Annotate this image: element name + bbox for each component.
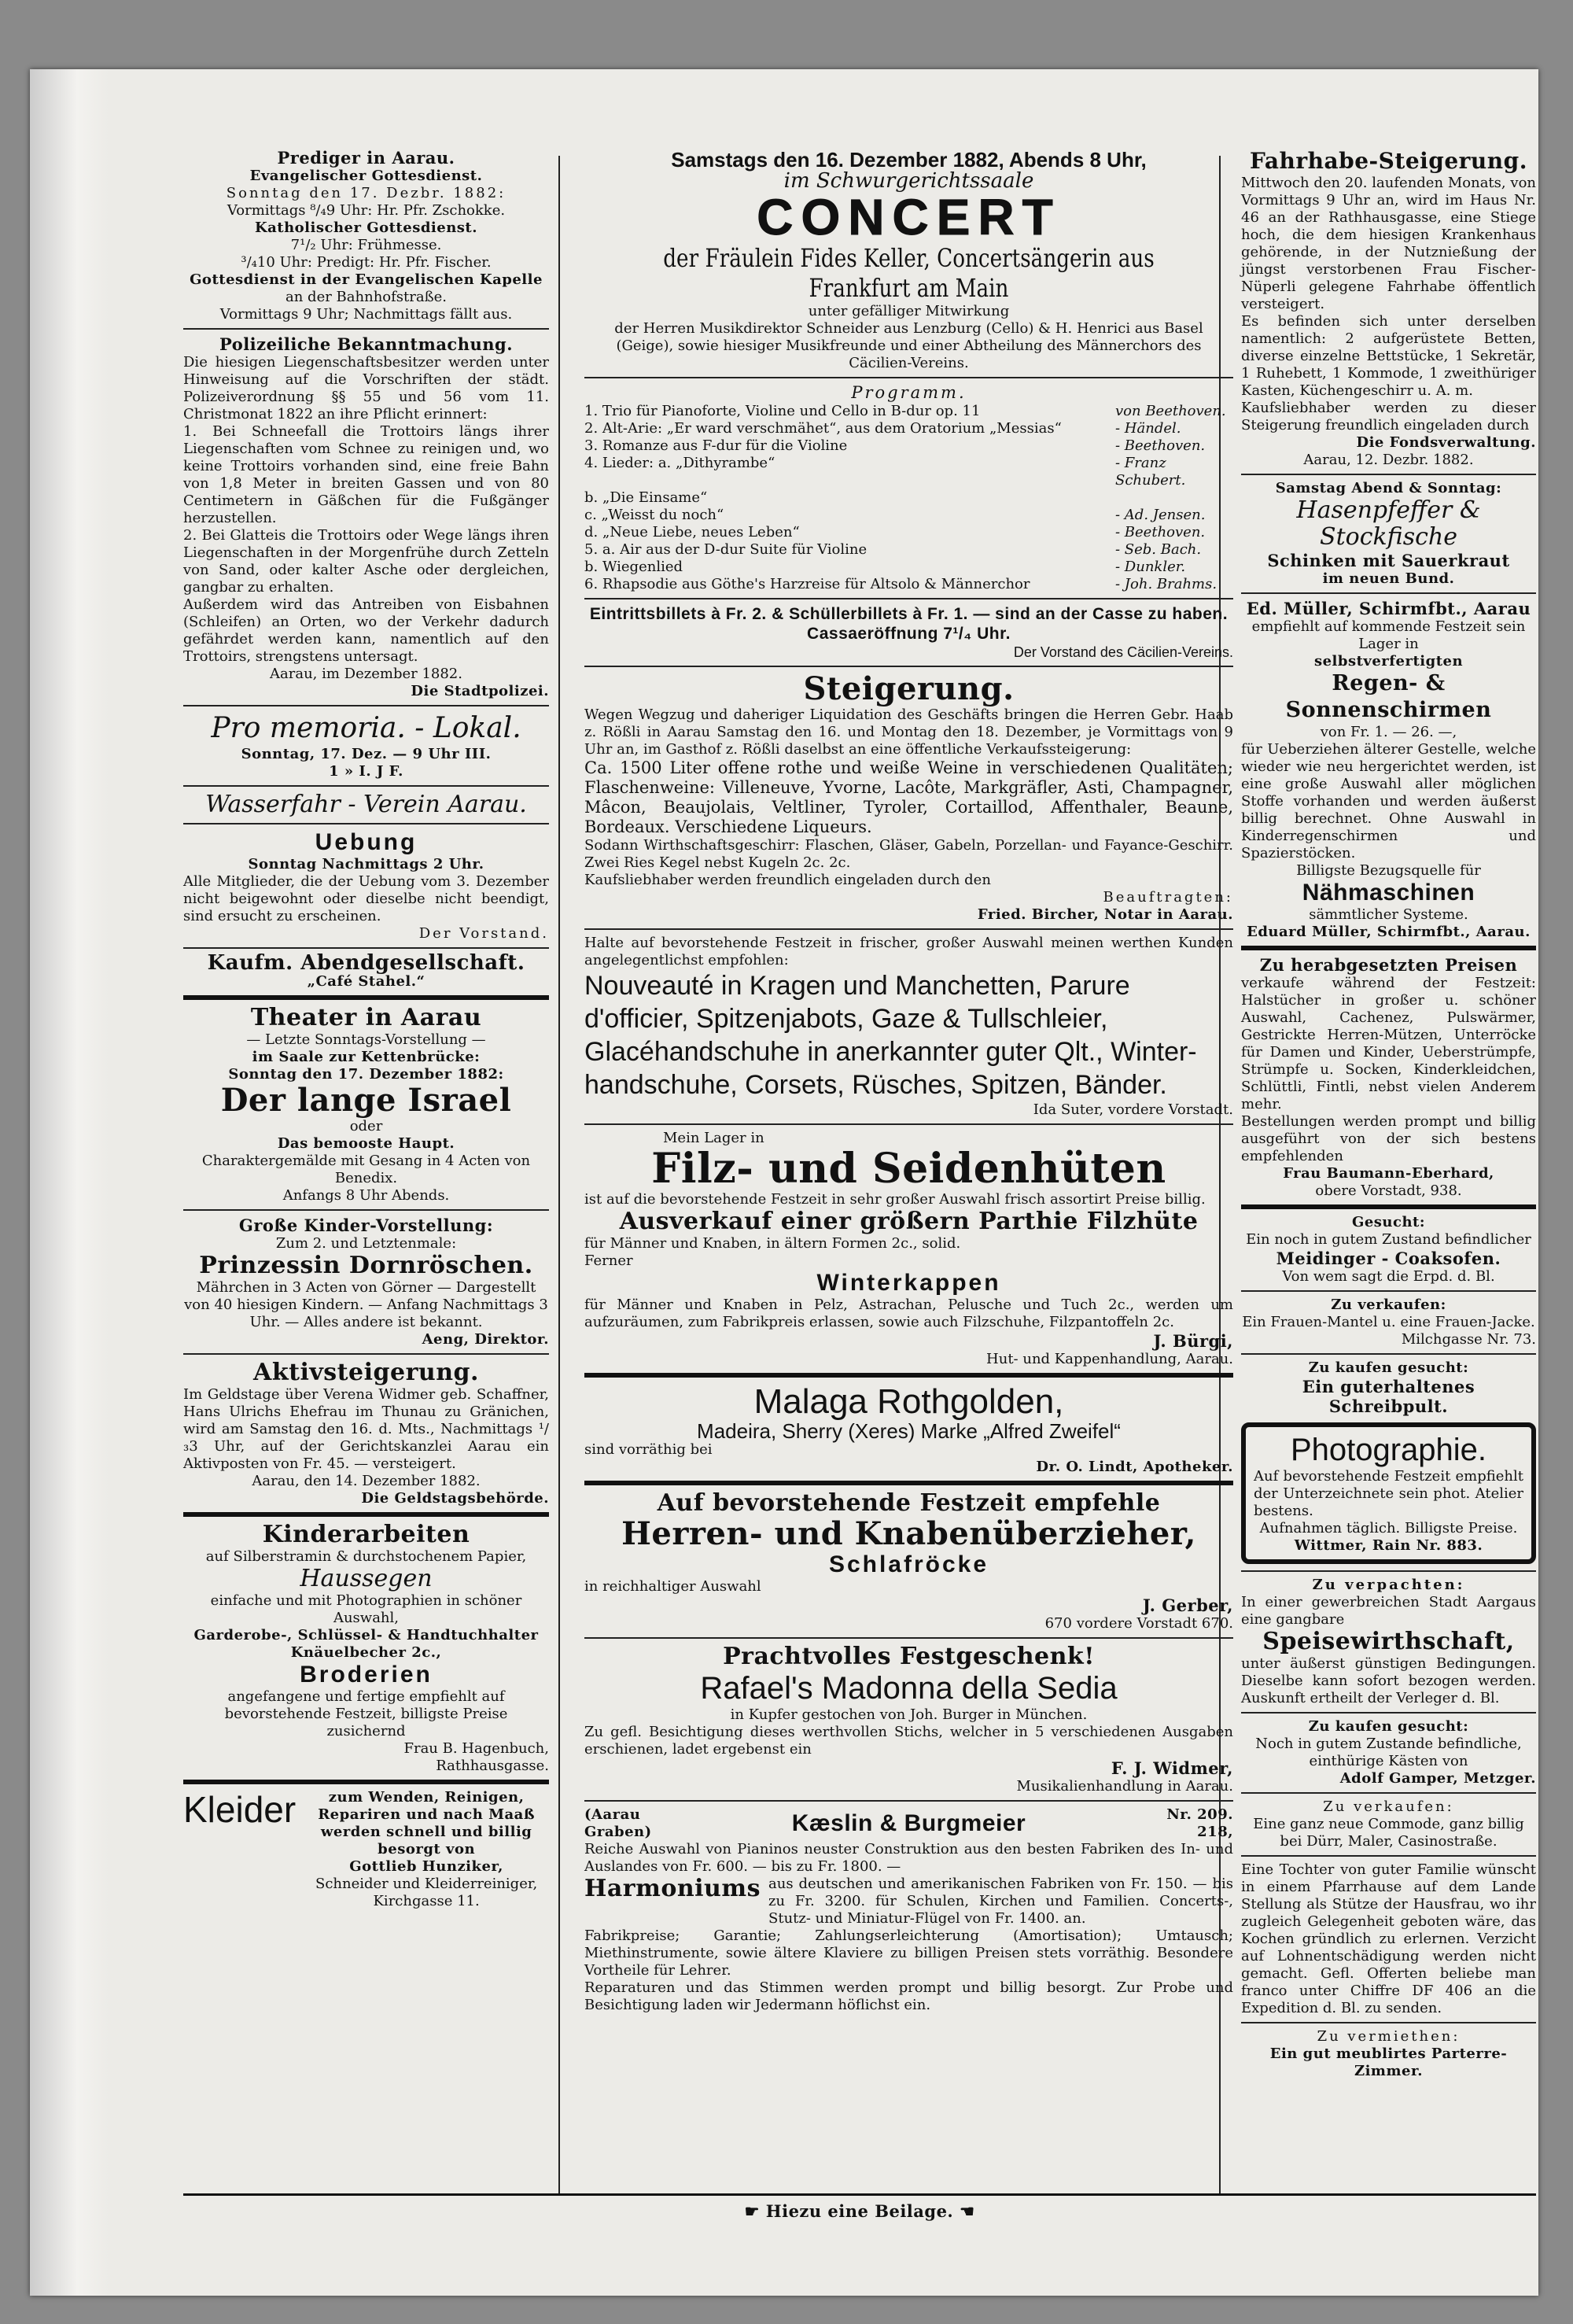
divider — [584, 1800, 1233, 1802]
divider — [183, 705, 549, 706]
programm-item-title: 4. Lieder: a. „Dithyrambe“ — [584, 455, 775, 471]
kaeslin-header — [584, 1806, 1233, 1841]
concert-tickets: Eintrittsbillets à Fr. 2. & Schüllerbillets à Fr. 1. — sind an der Casse zu haben. Cassaeröffnung 7¹/₄ Uhr. — [589, 605, 1229, 643]
widmer-text: in Kupfer gestochen von Joh. Burger in München. — [730, 1706, 1088, 1723]
kaeslin-text-3: Fabrikpreise; Garantie; Zahlungserleichterung (Amortisation); Umtausch; Miethinstrumente, sowie ältere Klaviere zu billigen Preisen stets vorräthig. Besondere Vortheile für Lehrer. — [584, 1927, 1233, 1979]
kinder-play: Prinzessin Dornröschen. — [199, 1252, 533, 1279]
kaeslin-text-2: aus deutschen und amerikanischen Fabriken von Fr. 150. — bis zu Fr. 3200. für Schulen, Kirchen und Familien. Concerts-, Stutz- und Miniatur-Flügel von Fr. 1400. an. — [768, 1876, 1233, 1927]
kinder-signature: Aeng, Direktor. — [422, 1331, 549, 1348]
polizei-text: Die hiesigen Liegenschaftsbesitzer werden unter Hinweisung auf die Vorschriften der städt. Polizeiverordnung §§ 55 und 56 vom 11. Christmonat 1822 an ihre Pflicht erinnert: — [183, 354, 549, 422]
fahrhabe-signature: Die Fondsverwaltung. — [1356, 434, 1536, 451]
concert-sub: der Fräulein Fides Keller, Concertsängerin aus Frankfurt am Main — [663, 243, 1155, 303]
malaga-sub: Madeira, Sherry (Xeres) Marke „Alfred Zweifel“ — [697, 1419, 1121, 1443]
kaeslin-number: Nr. 209. 218, — [1166, 1806, 1233, 1840]
kinder-title: Große Kinder-Vorstellung: — [238, 1215, 494, 1235]
kaufm-title: Kaufm. Abendgesellschaft. — [207, 951, 525, 975]
aktiv-date: Aarau, den 14. Dezember 1882. — [252, 1473, 481, 1489]
fahrhabe-date: Aarau, 12. Dezbr. 1882. — [1303, 452, 1474, 468]
evang-date: Sonntag den 17. Dezbr. 1882: — [226, 185, 507, 201]
naehmaschinen: Nähmaschinen — [1302, 880, 1475, 906]
naehmaschinen-signature: Eduard Müller, Schirmfbt., Aarau. — [1247, 924, 1531, 940]
promemoria-title: Pro memoria. - Lokal. — [211, 712, 521, 744]
fahrhabe-text: Mittwoch den 20. laufenden Monats, von Vormittags 9 Uhr an, wird im Haus Nr. 46 an der Rathhausgasse, eine Stiege hoch, die dem hiesigen Krankenhaus gehörende, in der Nutznießung der jüngst verstorbenen Frau Fischer-Nüperli gelegene Fahrhabe öffentlich versteigert. — [1241, 175, 1536, 312]
theater-line2: im Saale zur Kettenbrücke: — [252, 1049, 481, 1065]
aktiv-title: Aktivsteigerung. — [253, 1359, 479, 1386]
garderobe: Garderobe-, Schlüssel- & Handtuchhalter — [193, 1627, 539, 1643]
concert-mitwirkung: unter gefälliger Mitwirkung — [808, 303, 1010, 319]
gerber-signature: J. Gerber, — [1142, 1595, 1233, 1615]
divider-thick — [584, 1373, 1233, 1378]
divider — [584, 1123, 1233, 1125]
tochter-text: Eine Tochter von guter Familie wünscht in einem Pfarrhause auf dem Lande Stellung als Stütze der Hausfrau, wo ihr zugleich Gelegenheit geboten wäre, das Kochen gründlich zu erlernen. Verzicht auf Lohnentschädigung werden nicht gemacht. Gefl. Offerten beliebe man franco unter Chiffre DF 406 an die Expedition d. Bl. zu senden. — [1241, 1861, 1536, 2016]
divider — [183, 1353, 549, 1355]
left-column — [183, 148, 549, 1910]
gesucht-title: Gesucht: — [1351, 1214, 1426, 1230]
kaeslin-harmonium-row — [584, 1876, 1233, 1927]
verpachten-item: Speisewirthschaft, — [1262, 1628, 1515, 1655]
divider — [183, 785, 549, 787]
mueller-line2: Regen- & Sonnenschirmen — [1285, 671, 1492, 722]
buergi-ferner: Ferner — [584, 1252, 633, 1269]
evang-time: Vormittags ⁸/₄9 Uhr: Hr. Pfr. Zschokke. — [227, 202, 506, 219]
suter-line3: Glacéhandschuhe in anerkannter guter Qlt., Winter- — [584, 1037, 1197, 1067]
gesucht-signature: Von wem sagt die Erpd. d. Bl. — [1282, 1268, 1495, 1285]
gerber-line2: Herren- und Knabenüberzieher, — [621, 1515, 1196, 1552]
theater-play: Der lange Israel — [220, 1082, 512, 1119]
fahrhabe-text-3: Kaufsliebhaber werden zu dieser Steigerung freundlich eingeladen durch — [1241, 400, 1536, 433]
programm-item-composer: - Franz Schubert. — [1115, 455, 1186, 489]
programm-title: Programm. — [851, 383, 967, 402]
kaeslin-text: Reiche Auswahl von Pianinos neuster Construktion aus den besten Fabriken des In- und Auslandes von Fr. 600. — bis zu Fr. 1800. — — [584, 1841, 1233, 1875]
uebung-signature: Der Vorstand. — [418, 925, 549, 942]
kaeslin-harmoniums: Harmoniums — [584, 1875, 761, 1902]
kleider-signature: Gottlieb Hunziker, — [349, 1858, 503, 1875]
mueller-text-2: von Fr. 1. — 26. —, — [1320, 724, 1457, 740]
divider — [1241, 1792, 1536, 1794]
divider — [584, 928, 1233, 930]
widmer-text-2: Zu gefl. Besichtigung dieses werthvollen Stichs, welcher in 5 verschiedenen Ausgaben erschienen, ladet ergebenst ein — [584, 1724, 1233, 1758]
kapelle-time: Vormittags 9 Uhr; Nachmittags fällt aus. — [219, 306, 513, 323]
knaeuel: Knäuelbecher 2c., — [290, 1644, 442, 1661]
polizei-title: Polizeiliche Bekanntmachung. — [219, 334, 514, 354]
evang-title: Evangelischer Gottesdienst. — [249, 168, 483, 184]
hasen-line1: Samstag Abend & Sonntag: — [1275, 480, 1502, 496]
buergi-signature-2: Hut- und Kappenhandlung, Aarau. — [986, 1351, 1233, 1367]
polizei-item-3: Außerdem wird das Antreiben von Eisbahnen (Schleifen) an Orten, wo der Verkehr dadurch gefährdet werden kann, namentlich auf den Trottoirs, strengstens untersagt. — [183, 596, 549, 665]
buergi-text-2: für Männer und Knaben, in ältern Formen 2c., solid. — [584, 1235, 961, 1252]
divider-thick — [183, 1780, 549, 1784]
photo-text-2: Aufnahmen täglich. Billigste Preise. — [1259, 1520, 1518, 1536]
verpachten-title: Zu verpachten: — [1312, 1577, 1465, 1593]
concert-mitwirkende: der Herren Musikdirektor Schneider aus Lenzburg (Cello) & H. Henrici aus Basel (Geige), sowie hiesiger Musikfreunde und einer Abtheilung des Männerchors des Cäcilien-Vereins. — [614, 320, 1203, 371]
programm-item — [584, 489, 1233, 507]
programm-item-composer: - Beethoven. — [1115, 524, 1206, 540]
steigerung-title: Steigerung. — [803, 670, 1015, 707]
fahrhabe-text-2: Es befinden sich unter derselben namentlich: 2 aufgerüstete Betten, diverse einzelne Bettstücke, 1 Sekretär, 1 Ruhebett, 1 Kommode, 1 zweithüriger Kasten, Küchengeschirr u. A. m. — [1241, 313, 1536, 399]
divider — [1241, 1855, 1536, 1857]
middle-column — [584, 148, 1233, 2014]
kinder-desc: Mährchen in 3 Acten von Görner — Dargestellt von 40 hiesigen Kindern. — Anfang Nachmittags 3 Uhr. — Alles andere ist bekannt. — [184, 1279, 548, 1330]
divider — [584, 1637, 1233, 1639]
programm-item-title: 6. Rhapsodie aus Göthe's Harzreise für Altsolo & Männerchor — [584, 576, 1030, 592]
preisen-text: verkaufe während der Festzeit: Halstücher in großer u. schöner Auswahl, Cachenez, Pulswärmer, Gestrickte Herren-Mützen, Unterröcke für Damen und Kinder, Ueberstrümpfe, Strümpfe u. Socken, Kinderkleidchen, Schlüttli, Fintli, nebst vielen Anderem mehr. — [1241, 975, 1536, 1112]
bottom-rule — [183, 2193, 1536, 2196]
malaga-signature: Dr. O. Lindt, Apotheker. — [1036, 1459, 1233, 1475]
kleider-title: Kleider — [183, 1789, 297, 1830]
widmer-line2: Rafael's Madonna della Sedia — [700, 1671, 1118, 1706]
theater-line1: — Letzte Sonntags-Vorstellung — — [246, 1031, 486, 1048]
programm-item-composer: - Joh. Brahms. — [1115, 576, 1218, 592]
suter-intro: Halte auf bevorstehende Festzeit in frischer, großer Auswahl meinen werthen Kunden angelegentlichst empfohlen: — [584, 935, 1233, 968]
kinderarb-title: Kinderarbeiten — [262, 1521, 470, 1548]
divider — [183, 328, 549, 330]
programm-item-title: 5. a. Air aus der D-dur Suite für Violine — [584, 541, 868, 558]
programm-item — [584, 507, 1233, 524]
steigerung-signature: Fried. Bircher, Notar in Aarau. — [977, 906, 1233, 923]
hasen-line2: Hasenpfeffer & Stockfische — [1296, 496, 1481, 551]
beilage-note — [183, 2201, 1536, 2221]
programm-item-title: d. „Neue Liebe, neues Leben“ — [584, 524, 800, 540]
divider — [584, 377, 1233, 378]
haussegen: Haussegen — [300, 1565, 433, 1592]
divider — [1241, 1290, 1536, 1292]
page-binding-edge — [30, 69, 109, 2296]
programm-item-composer: von Beethoven. — [1115, 403, 1226, 419]
programm-item-title: c. „Weisst du noch“ — [584, 507, 724, 523]
aktiv-signature: Die Geldstagsbehörde. — [361, 1490, 549, 1507]
buergi-title: Filz- und Seidenhüten — [651, 1145, 1166, 1193]
polizei-date: Aarau, im Dezember 1882. — [270, 666, 462, 682]
kasten-text: Noch in gutem Zustande befindliche, einthürige Kästen von — [1255, 1736, 1522, 1769]
polizei-item-1: 1. Bei Schneefall die Trottoirs längs ihrer Liegenschaften vom Schnee zu reinigen und, wo keine Trottoirs vorhanden sind, eine freie Bahn von 1,8 Meter in breiten Gassen und von 80 Centimetern in Gäßchen für die Fußgänger herzustellen. — [183, 423, 549, 526]
widmer-signature: F. J. Widmer, — [1111, 1758, 1233, 1778]
mueller-text-3: für Ueberziehen älterer Gestelle, welche wieder wie neu hergerichtet werden, ist eine große Auswahl aller möglichen Stoffe vorhanden und werden äußerst billig berechnet. Ohne Auswahl in Kinderregenschirmen und Spazierstöcken. — [1241, 741, 1536, 861]
steigerung-text-4: Kaufsliebhaber werden freundlich eingeladen durch den — [584, 872, 991, 888]
kleider-signature-3: Kirchgasse 11. — [373, 1893, 480, 1909]
kleider-text: zum Wenden, Reinigen, Repariren und nach Maaß werden schnell und billig besorgt von — [318, 1789, 535, 1857]
gerber-line3: Schlafröcke — [828, 1551, 989, 1577]
buergi-winterkappen: Winterkappen — [816, 1270, 1001, 1296]
kath-line1: 7¹/₂ Uhr: Frühmesse. — [290, 237, 442, 253]
programm-item — [584, 420, 1233, 437]
theater-title: Theater in Aarau — [250, 1004, 482, 1031]
divider — [584, 666, 1233, 667]
steigerung-text-3: Sodann Wirthschaftsgeschirr: Flaschen, Gläser, Gabeln, Porzellan- und Fayance-Geschirr. Zwei Ries Kegel nebst Kugeln 2c. 2c. — [584, 837, 1233, 871]
preisen-title: Zu herabgesetzten Preisen — [1259, 955, 1518, 975]
divider-thick — [584, 1481, 1233, 1485]
divider — [1241, 1570, 1536, 1572]
broderien: Broderien — [300, 1662, 433, 1688]
photo-ad-frame — [1241, 1422, 1536, 1564]
hasen-line4: im neuen Bund. — [1322, 570, 1455, 587]
suter-signature: Ida Suter, vordere Vorstadt. — [1033, 1101, 1233, 1118]
newspaper-page — [30, 69, 1538, 2296]
buergi-ausverkauf: Ausverkauf einer größern Parthie Filzhüte — [619, 1208, 1199, 1235]
vermiethen-title: Zu vermiethen: — [1317, 2028, 1461, 2045]
programm-item — [584, 403, 1233, 420]
verkaufen-signature: Milchgasse Nr. 73. — [1401, 1331, 1536, 1348]
aktiv-text: Im Geldstage über Verena Widmer geb. Schaffner, Hans Ulrichs Ehefrau im Thunau zu Gränichen, wird am Samstag den 16. d. Mts., Nachmittags ¹/₃3 Uhr, auf der Gerichtskanzlei Aarau ein Aktivposten von Fr. 45. — versteigert. — [183, 1386, 549, 1472]
fahrhabe-title: Fahrhabe-Steigerung. — [1250, 148, 1527, 174]
divider — [584, 598, 1233, 599]
photo-signature: Wittmer, Rain Nr. 883. — [1294, 1537, 1483, 1554]
programm-item-composer: - Ad. Jensen. — [1115, 507, 1206, 523]
schreibpult-title: Zu kaufen gesucht: — [1308, 1359, 1469, 1376]
programm-item-title: b. „Die Einsame“ — [584, 489, 708, 506]
verkaufen-title: Zu verkaufen: — [1331, 1297, 1446, 1313]
malaga-title: Malaga Rothgolden, — [753, 1382, 1064, 1421]
programm-item-composer: - Dunkler. — [1115, 559, 1186, 575]
theater-time: Anfangs 8 Uhr Abends. — [282, 1187, 450, 1204]
photo-text: Auf bevorstehende Festzeit empfiehlt der Unterzeichnete sein phot. Atelier bestens. — [1254, 1468, 1523, 1519]
kinderarb-line2: einfache und mit Photographien in schöner Auswahl, — [210, 1592, 522, 1626]
verkaufen-text: Ein Frauen-Mantel u. eine Frauen-Jacke. — [1242, 1314, 1535, 1330]
preisen-text-2: Bestellungen werden prompt und billig ausgeführt von der sich bestens empfehlenden — [1241, 1113, 1536, 1164]
verpachten-text: In einer gewerbreichen Stadt Aargaus eine gangbare — [1241, 1594, 1536, 1628]
preisen-signature-2: obere Vorstadt, 938. — [1315, 1182, 1462, 1199]
theater-oder: oder — [349, 1118, 383, 1134]
buergi-signature: J. Bürgi, — [1153, 1331, 1233, 1351]
programm-item-title: 2. Alt-Arie: „Er ward verschmähet“, aus dem Oratorium „Messias“ — [584, 420, 1062, 437]
preisen-signature: Frau Baumann-Eberhard, — [1283, 1165, 1494, 1182]
programm-item — [584, 524, 1233, 541]
programm-item-composer: - Seb. Bach. — [1115, 541, 1202, 558]
divider — [1241, 592, 1536, 594]
divider-thick — [1241, 946, 1536, 950]
prediger-title: Prediger in Aarau. — [277, 148, 455, 168]
divider-thick — [1241, 1204, 1536, 1209]
mueller-text-4: Billigste Bezugsquelle für — [1296, 862, 1481, 879]
broderien-signature: Frau B. Hagenbuch, — [403, 1740, 549, 1757]
buergi-intro: Mein Lager in — [663, 1130, 764, 1146]
divider — [1241, 474, 1536, 475]
kommode-text: Eine ganz neue Commode, ganz billig bei Dürr, Maler, Casinostraße. — [1253, 1816, 1524, 1850]
theater-sub: Das bemooste Haupt. — [277, 1135, 455, 1152]
programm-item-composer: - Händel. — [1115, 420, 1181, 437]
mueller-line1: selbstverfertigten — [1313, 653, 1464, 670]
divider — [183, 823, 549, 824]
kommode-title: Zu verkaufen: — [1323, 1798, 1454, 1815]
steigerung-text: Wegen Wegzug und daheriger Liquidation des Geschäfts bringen die Herren Gebr. Haab z. Rößli in Aarau Samstag den 16. und Montag den 18. Dezember, je Vormittags von 9 Uhr an, im Gasthof z. Rößli daselbst an eine öffentliche Verkaufssteigerung: — [584, 706, 1233, 758]
divider — [1241, 1712, 1536, 1713]
programm-item — [584, 437, 1233, 455]
suter-line4: handschuhe, Corsets, Rüsches, Spitzen, Bänder. — [584, 1070, 1167, 1100]
kapelle-sub: an der Bahnhofstraße. — [285, 289, 447, 305]
pointing-hand-right-icon: ☚ — [960, 2201, 975, 2221]
divider — [183, 1209, 549, 1211]
uebung-text: Alle Mitglieder, die der Uebung vom 3. Dezember nicht beigewohnt oder dieselbe nicht beendigt, sind ersucht zu erscheinen. — [183, 873, 549, 924]
hasen-line3: Schinken mit Sauerkraut — [1267, 551, 1510, 570]
kasten-signature: Adolf Gamper, Metzger. — [1339, 1770, 1536, 1787]
kleider-signature-2: Schneider und Kleiderreiniger, — [315, 1876, 538, 1892]
kath-line2: ³/₄10 Uhr: Predigt: Hr. Pfr. Fischer. — [241, 254, 492, 271]
buergi-text-3: für Männer und Knaben in Pelz, Astrachan, Pelusche und Tuch 2c., werden um aufzuräumen, zum Fabrikpreis erlassen, sowie auch Filzschuhe, Filzpantoffeln 2c. — [584, 1297, 1233, 1330]
mueller-signature: Ed. Müller, Schirmfbt., Aarau — [1246, 599, 1531, 618]
steigerung-text-2: Ca. 1500 Liter offene rothe und weiße Weine in verschiedenen Qualitäten; Flaschenweine: Villeneuve, Yvorne, Lacôte, Markgräfler, Asti, Champagner, Mâcon, Beaujolais, Veltliner, Tyroler, Cortaillod, Affenthaler, Beaune, Bordeaux. Verschiedene Liqueurs. — [584, 758, 1233, 836]
programm-item-title: 1. Trio für Pianoforte, Violine und Cello in B-dur op. 11 — [584, 403, 981, 419]
divider — [1241, 2022, 1536, 2023]
divider-thick — [183, 1512, 549, 1517]
malaga-text: sind vorräthig bei — [584, 1441, 713, 1458]
promemoria-line1: Sonntag, 17. Dez. — 9 Uhr III. — [241, 746, 492, 762]
divider — [183, 947, 549, 949]
programm-item — [584, 576, 1233, 593]
vermiethen-text: Ein gut meublirtes Parterre-Zimmer. — [1269, 2045, 1508, 2079]
concert-place: im Schwurgerichtssaale — [783, 169, 1034, 193]
gerber-signature-2: 670 vordere Vorstadt 670. — [1044, 1615, 1233, 1632]
polizei-item-2: 2. Bei Glatteis die Trottoirs oder Wege längs ihren Liegenschaften in der Morgenfrühe durch Zetteln von Sand, oder kalter Asche oder dergleichen, gangbar zu erhalten. — [183, 527, 549, 596]
kaeslin-text-4: Reparaturen und das Stimmen werden prompt und billig besorgt. Zur Probe und Besichtigung laden wir Jedermann höflichst ein. — [584, 1979, 1233, 2013]
kapelle-title: Gottesdienst in der Evangelischen Kapelle — [190, 271, 543, 288]
divider-thick — [183, 995, 549, 1000]
widmer-line1: Prachtvolles Festgeschenk! — [723, 1643, 1095, 1670]
right-column — [1241, 148, 1536, 2080]
verpachten-text-2: unter äußerst günstigen Bedingungen. Dieselbe kann sofort bezogen werden. Auskunft ertheilt der Verleger d. Bl. — [1241, 1655, 1536, 1706]
programm-list — [584, 403, 1233, 593]
uebung-sub: Sonntag Nachmittags 2 Uhr. — [248, 856, 484, 872]
beilage-text: Hiezu eine Beilage. — [765, 2201, 954, 2221]
programm-item — [584, 559, 1233, 576]
steigerung-beauftragten: Beauftragten: — [1103, 889, 1233, 906]
polizei-signature: Die Stadtpolizei. — [411, 683, 549, 699]
pointing-hand-left-icon: ☛ — [744, 2201, 760, 2221]
gerber-text: in reichhaltiger Auswahl — [584, 1578, 761, 1595]
widmer-signature-2: Musikalienhandlung in Aarau. — [1016, 1778, 1233, 1795]
gesucht-text: Ein noch in gutem Zustand befindlicher — [1246, 1231, 1531, 1248]
programm-item-composer — [1115, 489, 1233, 507]
kinderarb-line1: auf Silberstramin & durchstochenem Papier, — [205, 1548, 527, 1565]
concert-title: CONCERT — [757, 189, 1061, 245]
promemoria-line2: 1 » I. J F. — [329, 763, 403, 780]
suter-line2: d'officier, Spitzenjabots, Gaze & Tullschleier, — [584, 1004, 1108, 1034]
programm-item-title: b. Wiegenlied — [584, 559, 683, 575]
kasten-title: Zu kaufen gesucht: — [1308, 1718, 1469, 1735]
divider — [1241, 1353, 1536, 1355]
programm-item — [584, 541, 1233, 559]
schreibpult-text: Ein guterhaltenes Schreibpult. — [1302, 1377, 1475, 1416]
gerber-line1: Auf bevorstehende Festzeit empfehle — [657, 1489, 1161, 1517]
photo-title: Photographie. — [1290, 1433, 1487, 1467]
kleider-ad — [183, 1789, 549, 1910]
programm-item-composer: - Beethoven. — [1115, 437, 1206, 454]
kaeslin-location: (Aarau Graben) — [584, 1806, 652, 1840]
gesucht-item: Meidinger - Coaksofen. — [1276, 1249, 1501, 1268]
programm-item — [584, 455, 1233, 489]
concert-head: Samstags den 16. Dezember 1882, Abends 8 Uhr, — [671, 148, 1147, 172]
kinder-sub: Zum 2. und Letztenmale: — [275, 1235, 457, 1252]
concert-signature: Der Vorstand des Cäcilien-Vereins. — [1013, 644, 1233, 660]
uebung-title: Uebung — [315, 829, 418, 855]
column-rule-left — [558, 156, 560, 2193]
naehmaschinen-sub: sämmtlicher Systeme. — [1309, 906, 1468, 923]
theater-line3: Sonntag den 17. Dezember 1882: — [228, 1066, 504, 1083]
kaeslin-title: Kæslin & Burgmeier — [791, 1810, 1026, 1836]
programm-item-title: 3. Romanze aus F-dur für die Violine — [584, 437, 848, 454]
kath-title: Katholischer Gottesdienst. — [254, 219, 478, 236]
buergi-text: ist auf die bevorstehende Festzeit in sehr großer Auswahl frisch assortirt Preise billig. — [584, 1191, 1206, 1208]
kaufm-sub: „Café Stahel.“ — [307, 973, 425, 990]
theater-desc: Charaktergemälde mit Gesang in 4 Acten von Benedix. — [201, 1153, 531, 1186]
broderien-text: angefangene und fertige empfiehlt auf bevorstehende Festzeit, billigste Preise zusichernd — [224, 1688, 508, 1739]
mueller-text: empfiehlt auf kommende Festzeit sein Lager in — [1251, 618, 1526, 652]
suter-line1: Nouveauté in Kragen und Manchetten, Parure — [584, 971, 1130, 1001]
wasser-title: Wasserfahr - Verein Aarau. — [205, 791, 527, 818]
broderien-signature-2: Rathhausgasse. — [436, 1758, 549, 1774]
